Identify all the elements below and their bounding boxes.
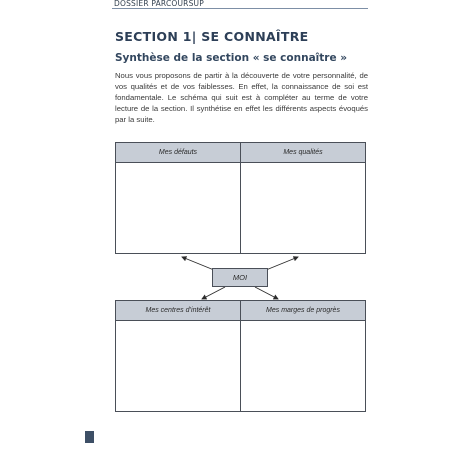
arrow-top-right <box>266 257 298 270</box>
arrow-bottom-right <box>255 287 278 299</box>
page-marker <box>85 431 94 443</box>
moi-box: MOI <box>212 268 268 287</box>
section-subtitle: Synthèse de la section « se connaître » <box>115 52 348 64</box>
intro-paragraph: Nous vous proposons de partir à la découverte de votre personnalité, de vos qualités et de vos faiblesses. En effet, la connaissance de soi est fondamentale. Le schéma qui suit est à compléter au terme de votre lecture de la section. Il synthétise en effet les différents aspects évoqués par la suite. <box>115 71 368 124</box>
arrow-bottom-left <box>202 287 225 299</box>
qualites-header: Mes qualités <box>241 143 365 163</box>
centres-interet-header: Mes centres d’intérêt <box>116 301 240 321</box>
marges-progres-cell[interactable] <box>241 321 365 411</box>
centres-interet-column <box>116 301 240 411</box>
centres-interet-cell[interactable] <box>116 321 240 411</box>
arrow-top-left <box>182 257 214 270</box>
bottom-table <box>115 300 366 412</box>
running-header: DOSSIER PARCOURSUP <box>114 0 204 8</box>
marges-progres-header: Mes marges de progrès <box>241 301 365 321</box>
defauts-header: Mes défauts <box>116 143 240 163</box>
section-title: SECTION 1| SE CONNAÎTRE <box>115 29 309 44</box>
marges-progres-column <box>240 301 365 411</box>
